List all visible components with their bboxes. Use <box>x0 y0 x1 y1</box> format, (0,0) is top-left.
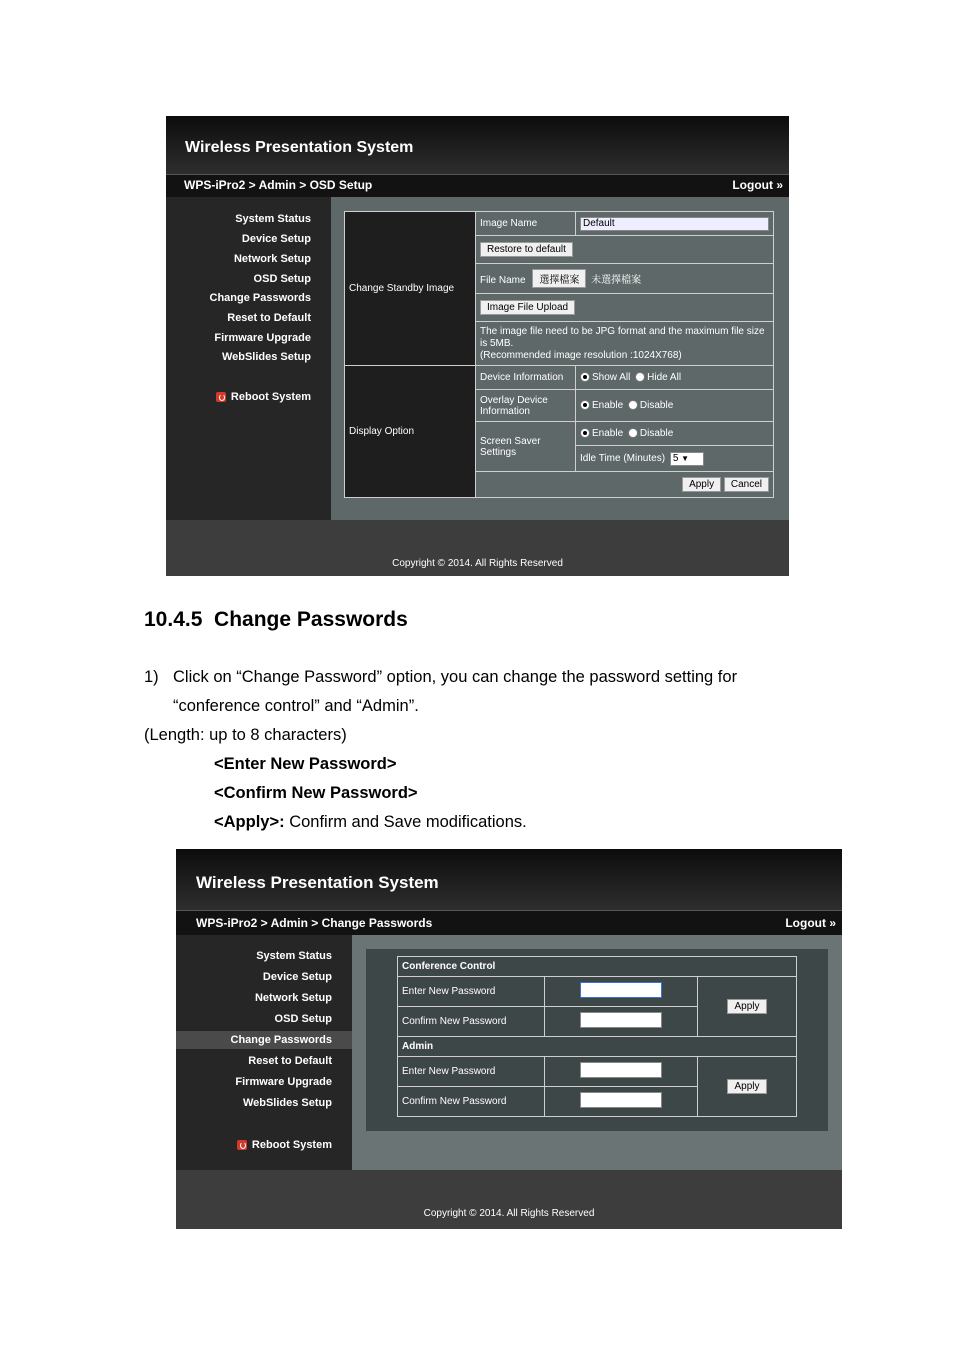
step1-line1: Click on “Change Password” option, you can change the password setting for <box>173 668 738 686</box>
dropdown-arrow-icon: ▼ <box>681 453 690 463</box>
sidebar-item-reset-to-default[interactable]: Reset to Default <box>227 312 311 324</box>
osd-settings-table: Change Standby Image Image Name Default Restore to default File Name 選擇檔案 未選擇檔案 Image File Upload The image file need to be JPG format and the maximum file size is 5MB. (Recommended image resolution :1024X768) Display Option Device Information Show All Hide All Overlay Device Information Enable Disable Screen Saver Settings Enable Disable Idle Time (Minutes) 5 ▼ Apply Cancel <box>344 211 774 498</box>
main-panel <box>352 935 842 1170</box>
sidebar-item-change-passwords[interactable]: Change Passwords <box>209 292 311 304</box>
length-note: (Length: up to 8 characters) <box>144 726 347 744</box>
item-confirm-password: <Confirm New Password> <box>214 784 418 802</box>
restore-default-button[interactable]: Restore to default <box>480 242 573 257</box>
no-file-text: 未選擇檔案 <box>591 275 642 286</box>
admin-heading: Admin <box>398 1037 797 1057</box>
conference-control-heading: Conference Control <box>398 957 797 977</box>
upload-note-line1: The image file need to be JPG format and the maximum file size <box>479 325 765 337</box>
sidebar-item-firmware-upgrade[interactable]: Firmware Upgrade <box>235 1076 332 1088</box>
footer <box>176 1170 842 1229</box>
power-icon <box>216 392 226 402</box>
sidebar-item-reset-to-default[interactable]: Reset to Default <box>248 1055 332 1067</box>
item-enter-password: <Enter New Password> <box>214 755 397 773</box>
sidebar-item-osd-setup[interactable]: OSD Setup <box>274 1013 332 1025</box>
idle-time-select[interactable]: 5 ▼ <box>670 452 704 466</box>
breadcrumb-bar <box>176 910 842 935</box>
show-all-radio[interactable] <box>580 372 590 382</box>
sidebar-item-network-setup[interactable]: Network Setup <box>233 253 311 265</box>
sidebar <box>166 197 331 520</box>
osd-setup-screenshot <box>166 116 789 576</box>
sidebar-item-webslides-setup[interactable]: WebSlides Setup <box>242 1097 332 1109</box>
app-title: Wireless Presentation System <box>185 139 414 156</box>
logout-link[interactable]: Logout » <box>785 916 836 930</box>
device-info-label: Device Information <box>475 366 575 390</box>
power-icon <box>237 1140 247 1150</box>
cancel-button[interactable]: Cancel <box>724 477 769 492</box>
idle-time-label: Idle Time (Minutes) <box>580 452 666 464</box>
sidebar-item-system-status[interactable]: System Status <box>235 213 311 225</box>
item-apply: <Apply>: Confirm and Save modifications. <box>214 813 527 831</box>
sidebar <box>176 935 352 1170</box>
sidebar-item-firmware-upgrade[interactable]: Firmware Upgrade <box>214 332 311 344</box>
sidebar-item-device-setup[interactable]: Device Setup <box>241 233 311 245</box>
admin-confirm-label: Confirm New Password <box>398 1087 545 1117</box>
admin-apply-button[interactable]: Apply <box>727 1079 766 1094</box>
breadcrumb: WPS-iPro2 > Admin > OSD Setup <box>184 178 373 192</box>
change-passwords-screenshot <box>176 849 842 1229</box>
image-name-label: Image Name <box>475 212 575 236</box>
breadcrumb: WPS-iPro2 > Admin > Change Passwords <box>196 916 433 930</box>
copyright-text: Copyright © 2014. All Rights Reserved <box>423 1208 595 1219</box>
screensaver-label: Screen Saver Settings <box>475 422 575 472</box>
screensaver-enable-radio[interactable] <box>580 428 590 438</box>
apply-button[interactable]: Apply <box>682 477 721 492</box>
admin-enter-password-input[interactable] <box>580 1062 662 1078</box>
breadcrumb-bar <box>166 174 789 197</box>
logout-link[interactable]: Logout » <box>732 178 783 192</box>
upload-note-line3: (Recommended image resolution :1024X768) <box>479 349 682 361</box>
image-upload-button[interactable]: Image File Upload <box>480 300 575 315</box>
app-header <box>166 116 789 174</box>
display-section-label: Display Option <box>345 366 476 498</box>
app-title: Wireless Presentation System <box>196 873 439 892</box>
sidebar-item-network-setup[interactable]: Network Setup <box>254 992 332 1004</box>
password-panel <box>366 949 828 1131</box>
conference-enter-label: Enter New Password <box>398 977 545 1007</box>
hide-all-radio[interactable] <box>635 372 645 382</box>
sidebar-item-device-setup[interactable]: Device Setup <box>262 971 332 983</box>
sidebar-item-webslides-setup[interactable]: WebSlides Setup <box>221 351 311 363</box>
password-table <box>397 956 797 1117</box>
step1-line2: “conference control” and “Admin”. <box>173 697 419 715</box>
overlay-disable-radio[interactable] <box>628 400 638 410</box>
upload-note-line2: is 5MB. <box>479 337 514 349</box>
main-panel <box>331 197 789 520</box>
reboot-system-link[interactable]: Reboot System <box>237 1139 332 1151</box>
conference-confirm-password-input[interactable] <box>580 1012 662 1028</box>
conference-confirm-label: Confirm New Password <box>398 1007 545 1037</box>
app-header <box>176 849 842 910</box>
section-heading: 10.4.5 Change Passwords <box>144 608 408 631</box>
overlay-enable-radio[interactable] <box>580 400 590 410</box>
conference-apply-button[interactable]: Apply <box>727 999 766 1014</box>
standby-section-label: Change Standby Image <box>345 212 476 366</box>
conference-enter-password-input[interactable] <box>580 982 662 998</box>
admin-enter-label: Enter New Password <box>398 1057 545 1087</box>
copyright-text: Copyright © 2014. All Rights Reserved <box>392 558 563 569</box>
sidebar-item-osd-setup[interactable]: OSD Setup <box>253 273 311 285</box>
choose-file-button[interactable]: 選擇檔案 <box>532 269 586 288</box>
reboot-system-link[interactable]: Reboot System <box>216 391 311 403</box>
file-name-label: File Name <box>479 275 526 286</box>
overlay-label: Overlay Device Information <box>475 390 575 422</box>
admin-confirm-password-input[interactable] <box>580 1092 662 1108</box>
image-name-input[interactable]: Default <box>580 217 769 231</box>
sidebar-item-system-status[interactable]: System Status <box>256 950 332 962</box>
screensaver-disable-radio[interactable] <box>628 428 638 438</box>
footer <box>166 520 789 576</box>
step1-number: 1) <box>144 668 159 686</box>
sidebar-item-change-passwords[interactable]: Change Passwords <box>176 1031 352 1049</box>
